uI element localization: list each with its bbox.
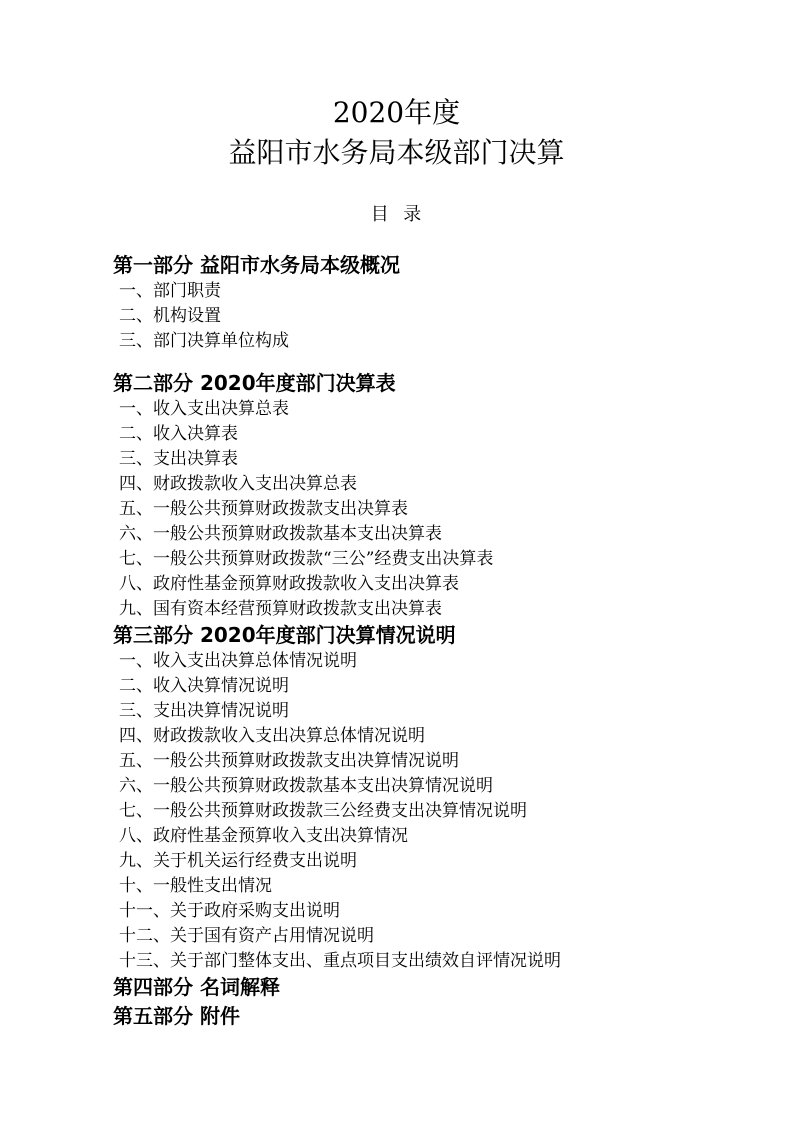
toc-item: 十、一般性支出情况 — [119, 876, 272, 896]
section-heading: 第一部分 益阳市水务局本级概况 — [113, 253, 400, 277]
toc-section — [0, 974, 793, 1001]
toc-section — [0, 1003, 793, 1030]
toc-item: 一、收入支出决算总体情况说明 — [119, 651, 357, 671]
section-heading: 第二部分 2020年度部门决算表 — [113, 371, 396, 395]
toc-item: 七、一般公共预算财政拨款“三公”经费支出决算表 — [119, 549, 494, 569]
toc-item: 八、政府性基金预算财政拨款收入支出决算表 — [119, 574, 459, 594]
section-heading: 第四部分 名词解释 — [113, 975, 280, 999]
toc-item: 五、一般公共预算财政拨款支出决算表 — [119, 499, 408, 519]
toc-item: 六、一般公共预算财政拨款基本支出决算表 — [119, 524, 442, 544]
section-heading: 第五部分 附件 — [113, 1004, 240, 1028]
toc-item: 八、政府性基金预算收入支出决算情况 — [119, 826, 408, 846]
toc-item: 九、关于机关运行经费支出说明 — [119, 851, 357, 871]
toc-item: 十三、关于部门整体支出、重点项目支出绩效自评情况说明 — [119, 951, 561, 971]
toc-item: 六、一般公共预算财政拨款基本支出决算情况说明 — [119, 776, 493, 796]
toc-item: 七、一般公共预算财政拨款三公经费支出决算情况说明 — [119, 801, 527, 821]
toc-item: 三、部门决算单位构成 — [119, 331, 289, 351]
toc-item: 四、财政拨款收入支出决算总表 — [119, 474, 357, 494]
toc-item: 二、收入决算表 — [119, 424, 238, 444]
toc-item: 九、国有资本经营预算财政拨款支出决算表 — [119, 599, 442, 619]
toc-title: 目 录 — [370, 204, 423, 225]
toc-item: 三、支出决算情况说明 — [119, 701, 289, 721]
toc-item: 十二、关于国有资产占用情况说明 — [119, 926, 374, 946]
toc-item: 一、收入支出决算总表 — [119, 399, 289, 419]
document-title-name: 益阳市水务局本级部门决算 — [228, 136, 565, 169]
toc-item: 四、财政拨款收入支出决算总体情况说明 — [119, 726, 425, 746]
section-heading: 第三部分 2020年度部门决算情况说明 — [113, 623, 456, 647]
document-title-year: 2020年度 — [332, 96, 461, 129]
toc-item: 一、部门职责 — [119, 281, 221, 301]
toc-item: 三、支出决算表 — [119, 449, 238, 469]
toc-section — [0, 622, 793, 974]
toc-item: 五、一般公共预算财政拨款支出决算情况说明 — [119, 751, 459, 771]
toc-section — [0, 370, 793, 622]
toc-item: 二、机构设置 — [119, 306, 221, 326]
toc-item: 十一、关于政府采购支出说明 — [119, 901, 340, 921]
toc-item: 二、收入决算情况说明 — [119, 676, 289, 696]
toc-section — [0, 252, 793, 354]
table-of-contents — [0, 252, 793, 1030]
